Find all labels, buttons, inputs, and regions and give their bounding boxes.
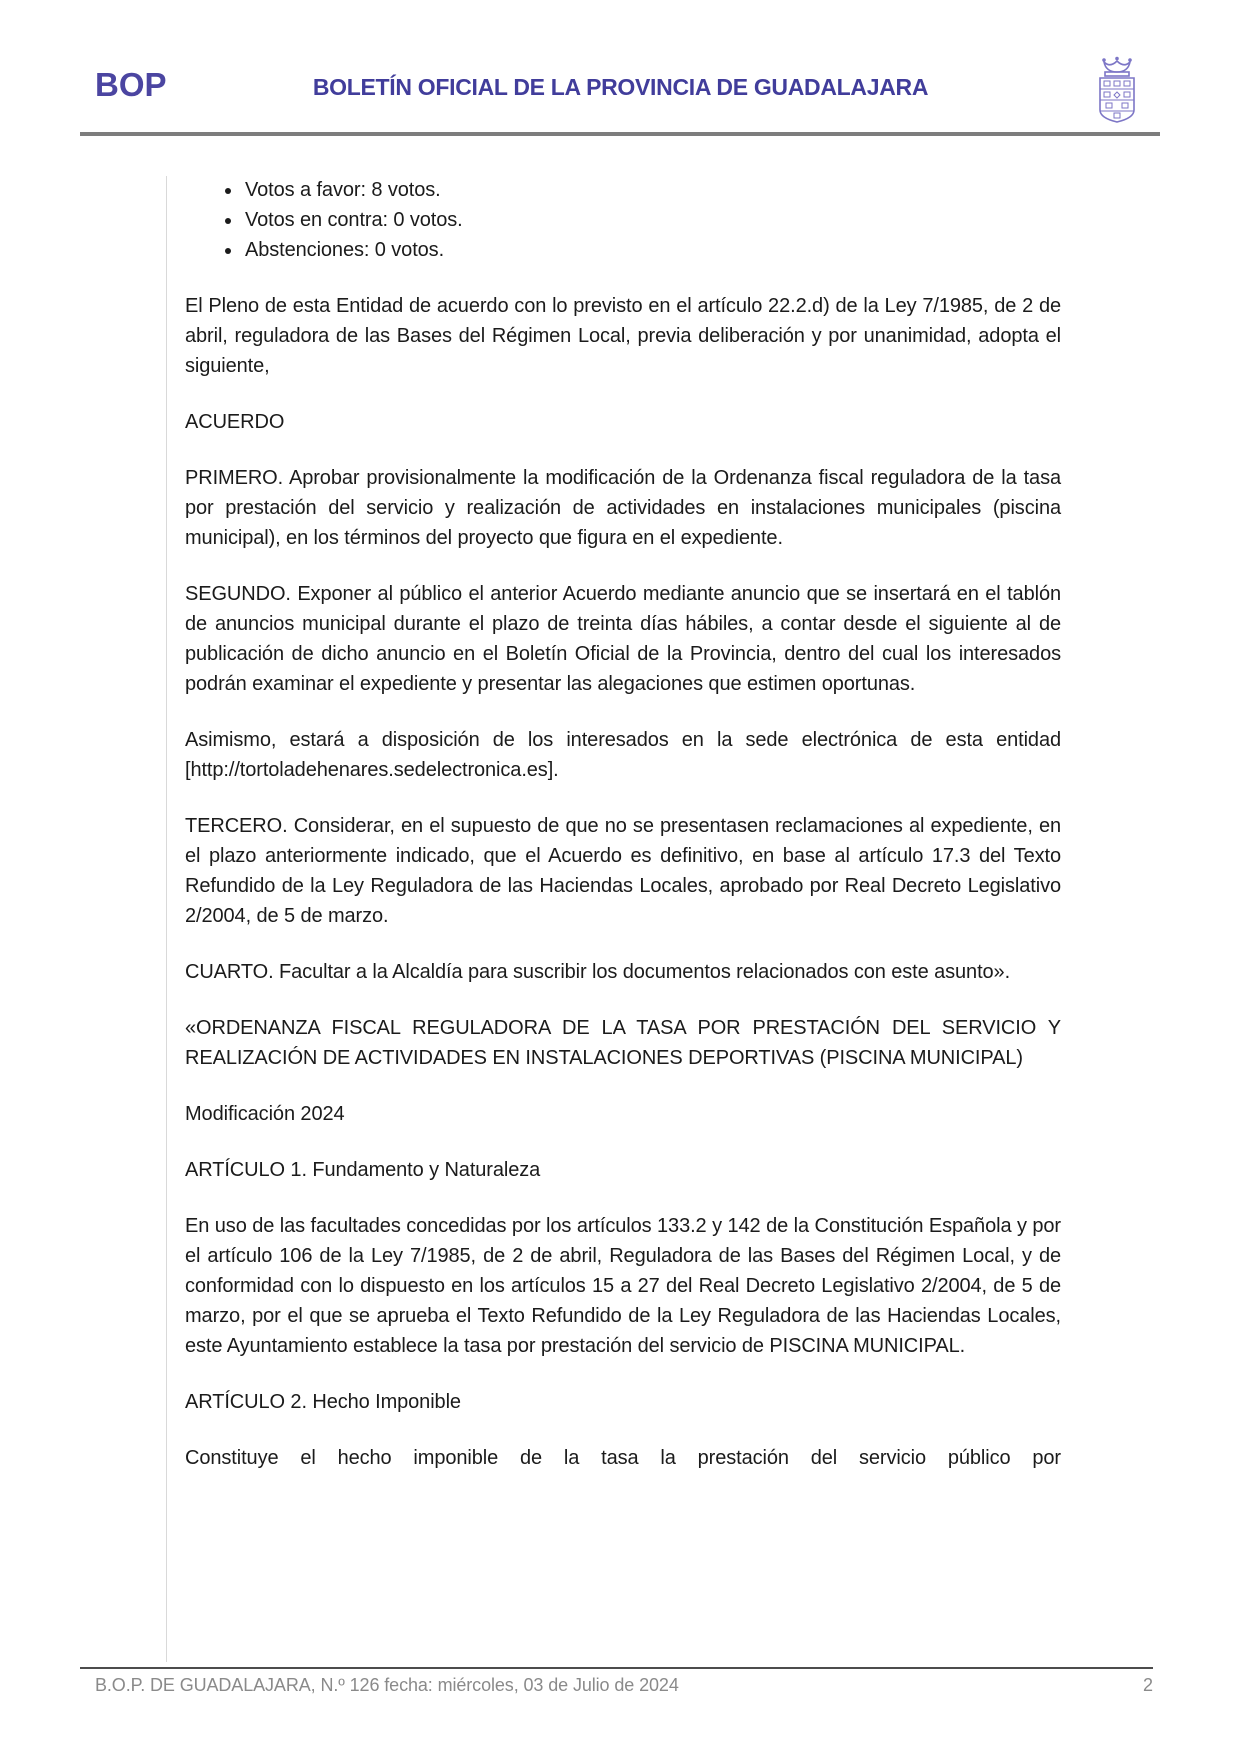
paragraph: El Pleno de esta Entidad de acuerdo con lo previsto en el artículo 22.2.d) de la Ley 7/1985, de 2 de abril, reguladora de las Bases del Régimen Local, previa deliberación y por unanimidad, adopta el siguiente, [185,295,1061,377]
list-item: • Votos en contra: 0 votos. [243,205,1061,235]
paragraph: Constituye el hecho imponible de la tasa la prestación del servicio público por [185,1447,1061,1469]
list-item: • Votos a favor: 8 votos. [243,175,1061,205]
footer-rule [80,1667,1153,1669]
paragraph: En uso de las facultades concedidas por los artículos 133.2 y 142 de la Constitución Española y por el artículo 106 de la Ley 7/1985, de 2 de abril, Reguladora de las Bases del Régimen Local, y de conformidad con lo dispuesto en los artículos 15 a 27 del Real Decreto Legislativo 2/2004, de 5 de marzo, por el que se aprueba el Texto Refundido de la Ley Reguladora de las Haciendas Locales, este Ayuntamiento establece la tasa por prestación del servicio de PISCINA MUNICIPAL. [185,1215,1061,1357]
page-title: BOLETÍN OFICIAL DE LA PROVINCIA DE GUADALAJARA [312,74,929,100]
list-item: • Abstenciones: 0 votos. [243,235,1061,265]
paragraph-article-1-heading: ARTÍCULO 1. Fundamento y Naturaleza [185,1159,541,1181]
paragraph-ordinance-title: «ORDENANZA FISCAL REGULADORA DE LA TASA POR PRESTACIÓN DEL SERVICIO Y REALIZACIÓN DE ACTIVIDADES EN INSTALACIONES DEPORTIVAS (PISCINA MUNICIPAL) [185,1017,1061,1069]
paragraph: SEGUNDO. Exponer al público el anterior Acuerdo mediante anuncio que se insertará en el tablón de anuncios municipal durante el plazo de treinta días hábiles, a contar desde el siguiente al de publicación de dicho anuncio en el Boletín Oficial de la Provincia, dentro del cual los interesados podrán examinar el expediente y presentar las alegaciones que estimen oportunas. [185,583,1061,695]
left-margin-line [166,176,167,1662]
vote-result-list [185,175,1061,265]
document-body [185,175,1061,1473]
paragraph-modification: Modificación 2024 [185,1103,345,1125]
paragraph-acuerdo-heading: ACUERDO [185,411,285,433]
paragraph: TERCERO. Considerar, en el supuesto de que no se presentasen reclamaciones al expediente, en el plazo anteriormente indicado, que el Acuerdo es definitivo, en base al artículo 17.3 del Texto Refundido de la Ley Reguladora de las Haciendas Locales, aprobado por Real Decreto Legislativo 2/2004, de 5 de marzo. [185,815,1061,927]
footer-publication-info: B.O.P. DE GUADALAJARA, N.º 126 fecha: miércoles, 03 de Julio de 2024 [95,1675,679,1695]
paragraph-article-2-heading: ARTÍCULO 2. Hecho Imponible [185,1391,461,1413]
paragraph: Asimismo, estará a disposición de los interesados en la sede electrónica de esta entidad [http://tortoladehenares.sedelectronica.es]. [185,729,1061,781]
bop-logo: BOP [95,66,167,103]
page-number: 2 [1142,1675,1153,1695]
provincial-crest-icon [1094,56,1140,124]
header-rule [80,132,1160,136]
paragraph: PRIMERO. Aprobar provisionalmente la modificación de la Ordenanza fiscal reguladora de la tasa por prestación del servicio y realización de actividades en instalaciones municipales (piscina municipal), en los términos del proyecto que figura en el expediente. [185,467,1061,549]
paragraph: CUARTO. Facultar a la Alcaldía para suscribir los documentos relacionados con este asunto». [185,961,1011,983]
